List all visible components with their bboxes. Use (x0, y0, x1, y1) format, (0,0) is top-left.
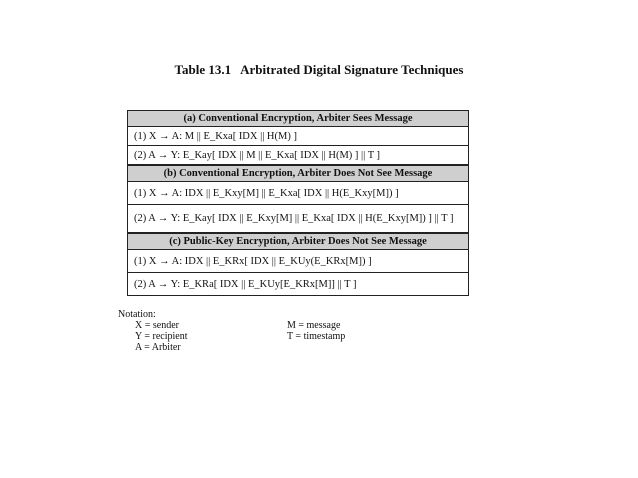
section-b (128, 164, 468, 232)
section-a-heading: (a) Conventional Encryption, Arbiter Sees Message (128, 111, 468, 127)
section-c-row-2 (128, 273, 468, 295)
formula: (2) A → Y: E_Kay[ IDX || E_Kxy[M] || E_Kxa[ IDX || H(E_Kxy[M]) ] || T ] (134, 213, 454, 224)
notation-item: M = message (287, 320, 341, 331)
notation-block (118, 309, 447, 353)
notation-item: A = Arbiter (135, 342, 181, 353)
section-b-row-2 (128, 205, 468, 232)
notation-item (287, 342, 447, 353)
formula: (1) X → A: IDX || E_KRx[ IDX || E_KUy(E_KRx[M]) ] (134, 255, 372, 267)
section-a-row-2 (128, 146, 468, 164)
table-title: Table 13.1 Arbitrated Digital Signature Techniques (174, 62, 464, 77)
formula: (1) X → A: M || E_Kxa[ IDX || H(M) ] (134, 130, 297, 142)
section-c-heading: (c) Public-Key Encryption, Arbiter Does Not See Message (128, 234, 468, 250)
section-a-row-1 (128, 127, 468, 146)
section-b-row-1 (128, 182, 468, 205)
notation-item: Y = recipient (135, 331, 188, 342)
section-c-row-1 (128, 250, 468, 273)
signature-table (127, 110, 469, 296)
section-c (128, 232, 468, 295)
notation-grid (118, 320, 447, 353)
notation-label: Notation: (118, 309, 156, 320)
formula: (2) A → Y: E_KRa[ IDX || E_KUy[E_KRx[M]] || T ] (134, 278, 357, 290)
notation-item: X = sender (135, 320, 179, 331)
notation-item: T = timestamp (287, 331, 346, 342)
section-b-heading: (b) Conventional Encryption, Arbiter Does Not See Message (128, 166, 468, 182)
section-a (128, 111, 468, 164)
formula: (2) A → Y: E_Kay[ IDX || M || E_Kxa[ IDX || H(M) ] || T ] (134, 149, 381, 161)
formula: (1) X → A: IDX || E_Kxy[M] || E_Kxa[ IDX || H(E_Kxy[M]) ] (134, 187, 399, 199)
